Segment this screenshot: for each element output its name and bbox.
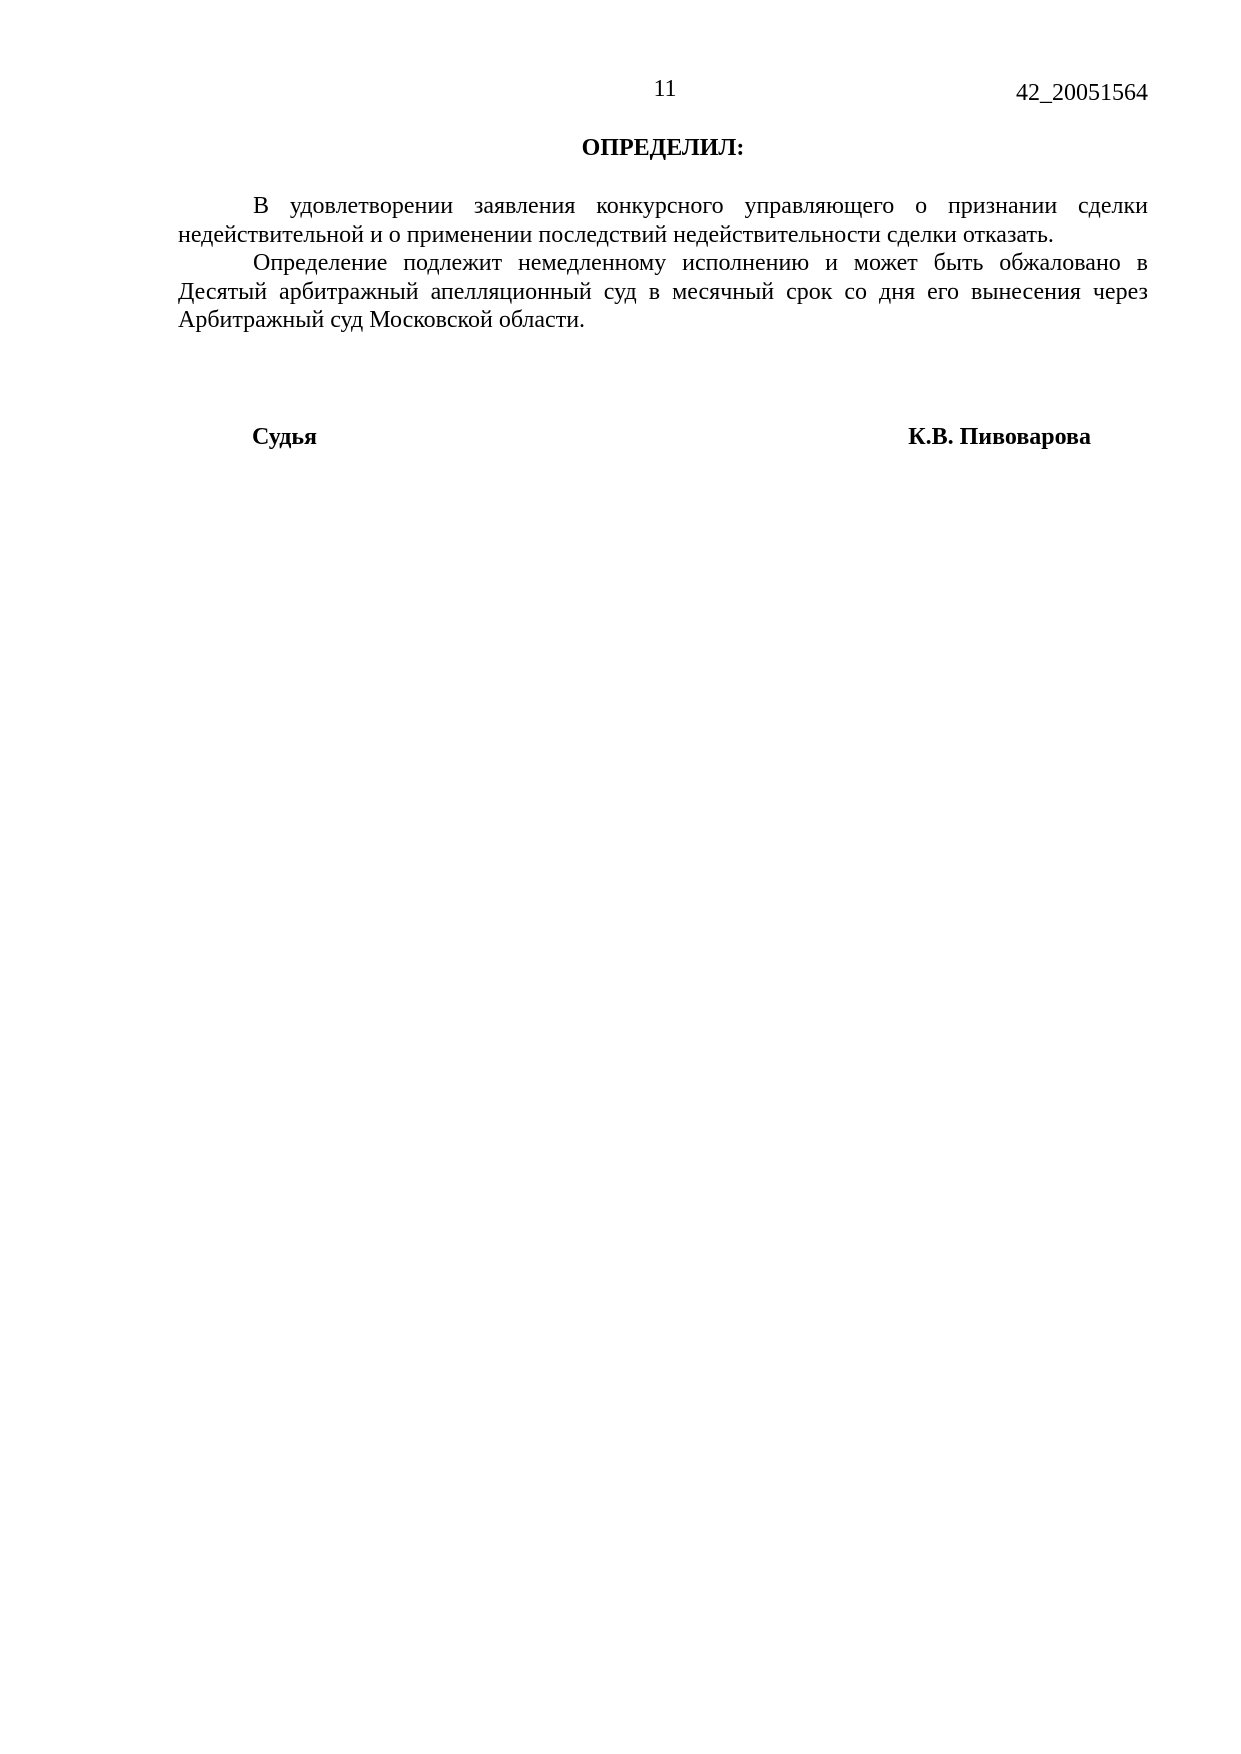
signature-name: К.В. Пивоварова (908, 424, 1091, 450)
document-id: 42_20051564 (1016, 80, 1148, 106)
decision-heading: ОПРЕДЕЛИЛ: (581, 135, 745, 161)
decision-body (178, 192, 1148, 335)
page-number: 11 (653, 76, 677, 102)
decision-paragraph: В удовлетворении заявления конкурсного управляющего о признании сделки недействительной и о применении последствий недействительности сделки отказать. (178, 193, 1148, 248)
signature-role: Судья (252, 424, 318, 450)
decision-paragraph: Определение подлежит немедленному исполнению и может быть обжаловано в Десятый арбитражный апелляционный суд в месячный срок со дня его вынесения через Арбитражный суд Московской области. (178, 250, 1148, 333)
